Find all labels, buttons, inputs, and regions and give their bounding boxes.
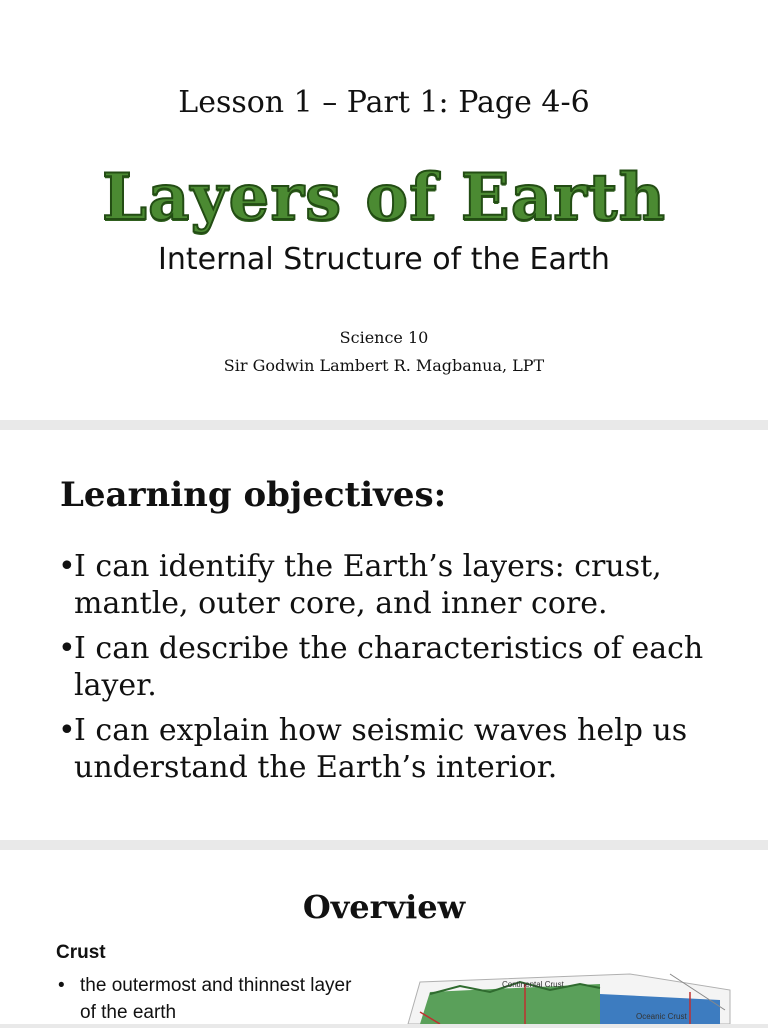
objectives-list	[58, 548, 718, 794]
crust-diagram-graphic	[400, 972, 740, 1024]
bullet-icon: •	[58, 631, 76, 666]
list-item	[58, 712, 718, 786]
continental-crust-label: Continental Crust	[502, 980, 564, 989]
crust-diagram	[400, 972, 740, 1024]
list-item	[58, 548, 718, 622]
course-name: Science 10	[339, 328, 429, 347]
slide-title: Layers of Earth	[102, 160, 666, 235]
title-slide	[0, 0, 768, 420]
overview-slide	[0, 850, 768, 1024]
crust-label: Crust	[56, 942, 106, 963]
author-name: Sir Godwin Lambert R. Magbanua, LPT	[223, 356, 545, 375]
objectives-heading: Learning objectives:	[60, 475, 447, 515]
bullet-icon: •	[58, 549, 76, 584]
crust-description: the outermost and thinnest layer of the earth	[80, 975, 352, 1023]
slide-subtitle: Internal Structure of the Earth	[158, 242, 610, 277]
objective-text: I can describe the characteristics of each layer.	[74, 631, 704, 703]
lesson-line: Lesson 1 – Part 1: Page 4-6	[178, 85, 590, 120]
list-item	[58, 630, 718, 704]
objective-text: I can identify the Earth’s layers: crust, mantle, outer core, and inner core.	[74, 549, 662, 621]
oceanic-crust-label: Oceanic Crust	[636, 1012, 687, 1021]
overview-heading: Overview	[302, 888, 466, 926]
bullet-icon: •	[58, 975, 65, 996]
objective-text: I can explain how seismic waves help us understand the Earth’s interior.	[74, 713, 688, 785]
objectives-slide	[0, 430, 768, 840]
list-item	[58, 972, 358, 1026]
bullet-icon: •	[58, 713, 76, 748]
